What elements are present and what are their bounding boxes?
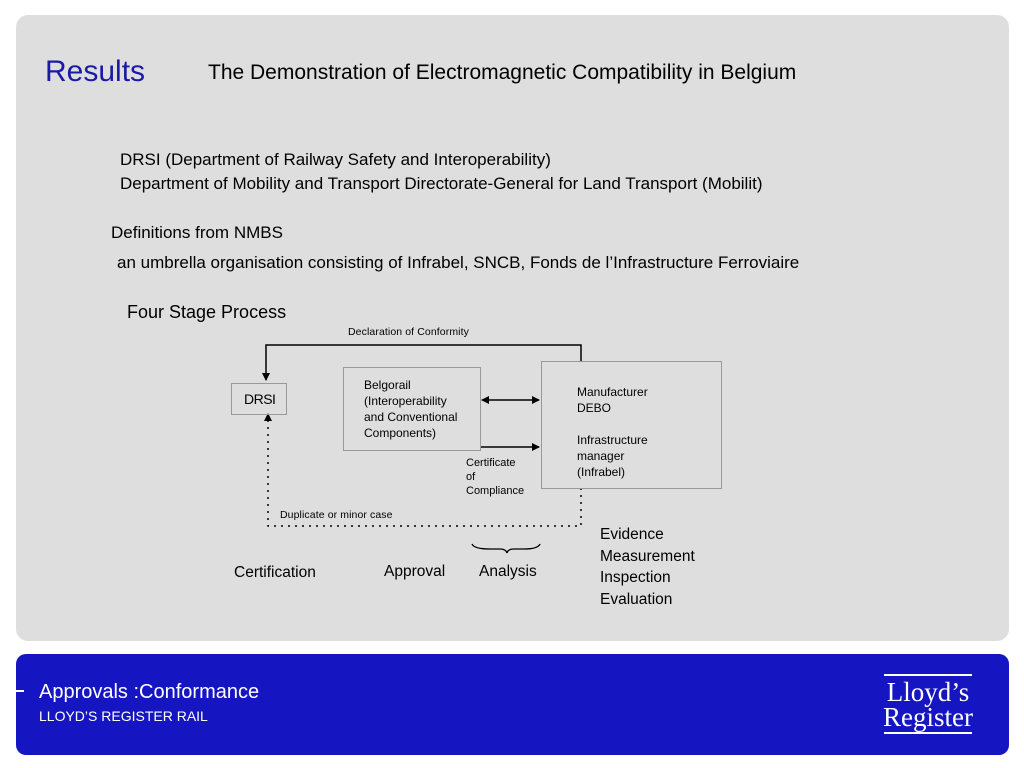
evidence-item: Inspection: [600, 569, 671, 586]
declaration-label: Declaration of Conformity: [348, 326, 469, 338]
certificate-label: Certificate of Compliance: [466, 457, 525, 497]
stage-analysis: Analysis: [479, 563, 537, 580]
evidence-item: Evaluation: [600, 590, 673, 608]
evidence-list: [600, 524, 695, 610]
drsi-line-1: DRSI (Department of Railway Safety and Interoperability): [120, 150, 551, 169]
manufacturer-text: Manufacturer DEBO: [577, 385, 648, 415]
footer-subtitle: LLOYD’S REGISTER RAIL: [39, 708, 208, 724]
lloyds-register-logo: [876, 672, 984, 736]
stage-approval: Approval: [384, 563, 446, 580]
evidence-item: Evidence: [600, 526, 664, 543]
stage-certification: Certification: [234, 564, 316, 581]
svg-text:Lloyd’s: Lloyd’s: [886, 677, 970, 707]
definitions-text: an umbrella organisation consisting of Infrabel, SNCB, Fonds de l’Infrastructure Ferroviaire: [117, 253, 800, 272]
belgorail-text: Belgorail (Interoperability and Conventional Components): [364, 378, 458, 440]
svg-text:Register: Register: [883, 702, 973, 732]
footer-bar: [16, 654, 1009, 755]
footer-dash: [14, 690, 24, 692]
infrastructure-text: Infrastructure manager (Infrabel): [577, 433, 648, 479]
process-heading: Four Stage Process: [127, 302, 287, 322]
drsi-box-label: DRSI: [244, 391, 276, 407]
footer-title: Approvals :Conformance: [39, 681, 260, 703]
page-title: Results: [45, 55, 146, 88]
analysis-brace: [472, 544, 540, 553]
evidence-item: Measurement: [600, 547, 695, 565]
duplicate-label: Duplicate or minor case: [280, 509, 393, 521]
definitions-heading: Definitions from NMBS: [111, 223, 283, 242]
drsi-line-2: Department of Mobility and Transport Directorate-General for Land Transport (Mobilit): [120, 174, 763, 193]
page-subtitle: The Demonstration of Electromagnetic Compatibility in Belgium: [208, 61, 797, 84]
